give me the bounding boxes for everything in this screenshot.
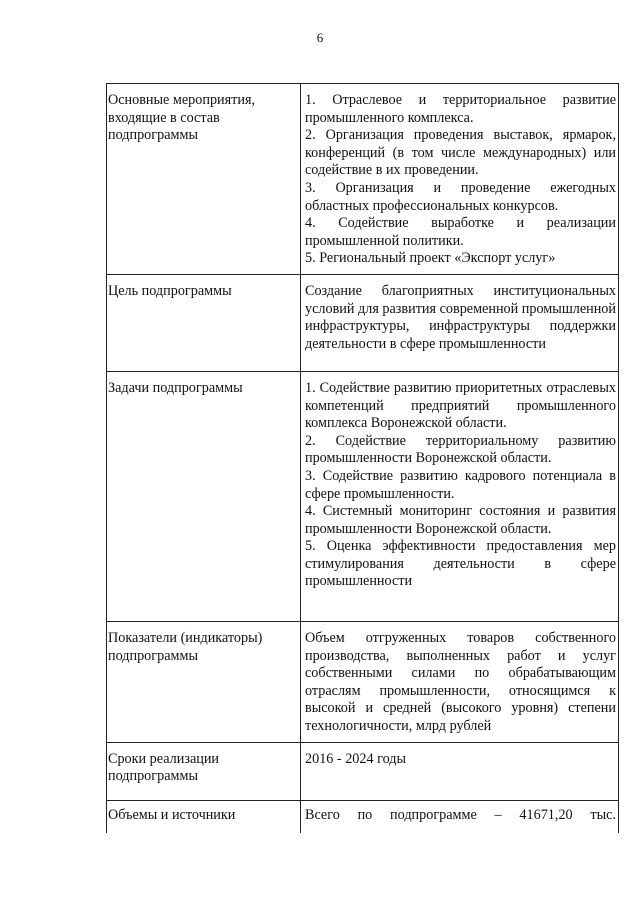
table-row-funding (107, 800, 619, 833)
label-funding: Объемы и источники (107, 800, 301, 833)
label-main-activities: Основные мероприятия, входящие в состав подпрограммы (107, 84, 301, 275)
task-item-4: 4. Системный мониторинг состояния и развития промышленности Воронежской области. (305, 503, 616, 537)
label-timeline: Сроки реализации подпрограммы (107, 742, 301, 800)
main-activity-item-2: 2. Организация проведения выставок, ярмарок, конференций (в том числе международных) или содействие в их проведении. (305, 127, 616, 179)
task-item-5: 5. Оценка эффективности предоставления мер стимулирования деятельности в сфере промышленности (305, 538, 616, 590)
indicators-text: Объем отгруженных товаров собственного производства, выполненных работ и услуг собственными силами по обрабатывающим отраслям промышленности, относящимся к высокой и средней (высокого уровня) степени технологичности, млрд рублей (301, 621, 619, 742)
tasks-list (301, 371, 619, 621)
page-number: 6 (316, 30, 324, 45)
label-tasks: Задачи подпрограммы (107, 371, 301, 621)
table-row-timeline (107, 742, 619, 800)
table-row-tasks (107, 371, 619, 621)
task-item-2: 2. Содействие территориальному развитию промышленности Воронежской области. (305, 432, 616, 467)
main-activity-item-3: 3. Организация и проведение ежегодных областных профессиональных конкурсов. (305, 179, 616, 214)
funding-text: Всего по подпрограмме – 41671,20 тыс. (301, 800, 619, 833)
task-item-3: 3. Содействие развитию кадрового потенциала в сфере промышленности. (305, 467, 616, 502)
label-indicators: Показатели (индикаторы) подпрограммы (107, 621, 301, 742)
main-activity-item-5: 5. Региональный проект «Экспорт услуг» (305, 250, 556, 267)
label-goal: Цель подпрограммы (107, 274, 301, 371)
goal-text: Создание благоприятных институциональных условий для развития современной промышленной инфраструктуры, инфраструктуры поддержки деятельности в сфере промышленности (301, 274, 619, 371)
main-activity-item-1: 1. Отраслевое и территориальное развитие промышленного комплекса. (305, 92, 616, 126)
timeline-text: 2016 - 2024 годы (301, 742, 619, 800)
table-row-goal (107, 274, 619, 371)
main-activity-item-4: 4. Содействие выработке и реализации промышленной политики. (305, 215, 616, 249)
table-row-main-activities (107, 84, 619, 275)
table-row-indicators (107, 621, 619, 742)
main-activities-list (301, 84, 619, 275)
subprogram-passport-table (106, 83, 619, 833)
task-item-1: 1. Содействие развитию приоритетных отраслевых компетенций предприятий промышленного комплекса Воронежской области. (305, 379, 616, 432)
